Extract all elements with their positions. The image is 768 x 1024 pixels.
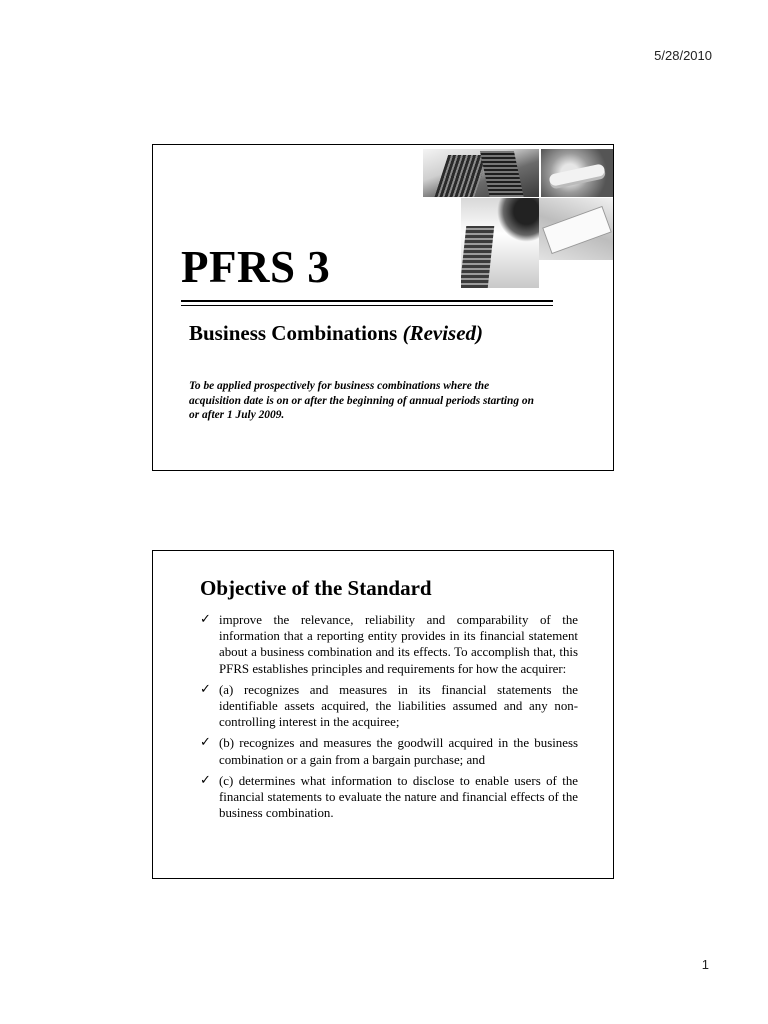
title-divider bbox=[181, 300, 553, 302]
objective-list bbox=[200, 612, 578, 826]
list-item-text: improve the relevance, reliability and comparability of the information that a reporting entity provides in its financial statement about a business combination and its effects. To accomplish that, this PFRS establishes principles and requirements for how the acquirer: bbox=[219, 613, 578, 676]
checkmark-icon: ✓ bbox=[200, 772, 211, 788]
handshake-photo bbox=[541, 149, 613, 197]
objective-title: Objective of the Standard bbox=[200, 576, 432, 600]
page-number: 1 bbox=[701, 957, 709, 972]
slide-subtitle bbox=[189, 321, 483, 346]
building-handshake-photo bbox=[461, 198, 539, 288]
page-date: 5/28/2010 bbox=[654, 48, 712, 63]
title-divider-thin bbox=[181, 305, 553, 306]
list-item bbox=[200, 735, 578, 767]
slide-objective bbox=[152, 550, 614, 879]
subtitle-revised: (Revised) bbox=[402, 321, 484, 345]
documents-photo bbox=[539, 198, 613, 260]
effective-date-note: To be applied prospectively for business combinations where the acquisition date is on or after the beginning of annual periods starting on or after 1 July 2009. bbox=[189, 380, 534, 421]
list-item bbox=[200, 612, 578, 677]
checkmark-icon: ✓ bbox=[200, 681, 211, 697]
checkmark-icon: ✓ bbox=[200, 612, 211, 627]
list-item-text: (a) recognizes and measures in its financial statements the identifiable assets acquired, the liabilities assumed and any non-controlling interest in the acquiree; bbox=[219, 682, 578, 730]
list-item-text: (c) determines what information to disclose to enable users of the financial statements to evaluate the nature and financial effects of the business combination. bbox=[219, 773, 578, 821]
skyscraper-photo bbox=[423, 149, 539, 197]
list-item-text: (b) recognizes and measures the goodwill acquired in the business combination or a gain from a bargain purchase; and bbox=[219, 736, 578, 767]
list-item bbox=[200, 773, 578, 822]
slide-title-pfrs3 bbox=[152, 144, 614, 471]
checkmark-icon: ✓ bbox=[200, 735, 211, 751]
subtitle-text: Business Combinations bbox=[189, 321, 403, 345]
list-item bbox=[200, 682, 578, 731]
slide-title: PFRS 3 bbox=[181, 242, 331, 292]
